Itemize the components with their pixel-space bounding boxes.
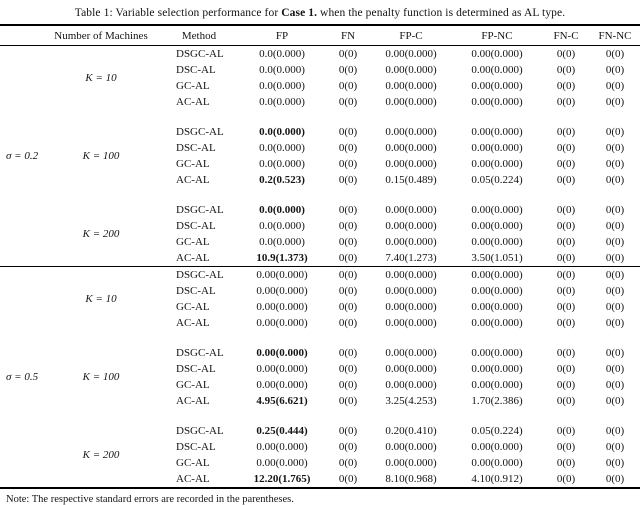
- spacer-cell: [42, 188, 640, 202]
- table-row: [0, 423, 640, 439]
- value-cell: 0.0(0.000): [259, 220, 305, 232]
- value-cell: 0.2(0.523): [259, 174, 305, 186]
- value-cell: 0.00(0.000): [471, 142, 523, 154]
- value-cell: 0(0): [338, 285, 358, 297]
- machines-label: K = 200: [82, 228, 120, 240]
- value-cell: 3.25(4.253): [385, 395, 437, 407]
- value-cell: 10.9(1.373): [256, 252, 308, 264]
- column-header-machines: Number of Machines: [42, 25, 160, 46]
- method-label: DSC-AL: [176, 363, 216, 375]
- value-cell: 0.0(0.000): [259, 48, 305, 60]
- title-text: Table 1: Variable selection performance for: [74, 7, 282, 19]
- spacer-row: [0, 188, 640, 202]
- value-cell: 0.00(0.000): [471, 285, 523, 297]
- value-cell: 4.10(0.912): [471, 473, 523, 485]
- value-cell: 0.00(0.000): [256, 457, 308, 469]
- value-cell: 12.20(1.765): [253, 473, 311, 485]
- value-cell: 0(0): [556, 80, 576, 92]
- value-cell: 0.00(0.000): [471, 301, 523, 313]
- value-cell: 0(0): [556, 220, 576, 232]
- method-label: DSC-AL: [176, 64, 216, 76]
- value-cell: 0.00(0.000): [452, 267, 542, 284]
- value-cell: 0(0): [338, 379, 358, 391]
- value-cell: 0(0): [556, 473, 576, 485]
- value-cell: 0.00(0.000): [385, 457, 437, 469]
- value-cell: 0.00(0.000): [471, 48, 523, 60]
- spacer-cell: [42, 110, 640, 124]
- method-label: GC-AL: [176, 236, 210, 248]
- value-cell: 0.00(0.000): [471, 80, 523, 92]
- value-cell: 0(0): [338, 80, 358, 92]
- value-cell: 0.00(0.000): [385, 301, 437, 313]
- method-label: AC-AL: [176, 395, 210, 407]
- machines-label: K = 200: [82, 449, 120, 461]
- value-cell: 0(0): [556, 64, 576, 76]
- column-header-fn-nc: FN-NC: [590, 25, 640, 46]
- column-header-fp-c: FP-C: [370, 25, 452, 46]
- method-label: AC-AL: [176, 252, 210, 264]
- method-label: DSGC-AL: [176, 204, 224, 216]
- method-label: GC-AL: [176, 379, 210, 391]
- spacer-row: [0, 331, 640, 345]
- value-cell: 0(0): [542, 267, 590, 284]
- machines-label: K = 10: [42, 267, 160, 332]
- sigma-label: σ = 0.5: [0, 267, 42, 489]
- value-cell: 0(0): [556, 347, 576, 359]
- value-cell: 0(0): [605, 236, 625, 248]
- value-cell: 0.00(0.000): [385, 441, 437, 453]
- table-row: [0, 345, 640, 361]
- value-cell: 0(0): [605, 126, 625, 138]
- title-text-suffix: when the penalty function is determined as AL type.: [317, 7, 566, 19]
- value-cell: 0(0): [338, 236, 358, 248]
- machines-label: K = 100: [82, 150, 120, 162]
- value-cell: 0(0): [605, 96, 625, 108]
- value-cell: 0(0): [556, 142, 576, 154]
- value-cell: 0.0(0.000): [259, 158, 305, 170]
- method-label: AC-AL: [176, 317, 210, 329]
- value-cell: 0.00(0.000): [385, 158, 437, 170]
- value-cell: 0.00(0.000): [471, 379, 523, 391]
- column-header-fn: FN: [326, 25, 370, 46]
- results-table: [0, 24, 640, 489]
- value-cell: 0(0): [338, 301, 358, 313]
- value-cell: 0(0): [556, 317, 576, 329]
- value-cell: 0(0): [556, 363, 576, 375]
- value-cell: 0(0): [556, 425, 576, 437]
- title-bold-text: Case 1.: [281, 7, 318, 19]
- value-cell: 0.20(0.410): [385, 425, 437, 437]
- value-cell: 0.00(0.000): [370, 267, 452, 284]
- value-cell: 0.0(0.000): [259, 126, 305, 138]
- value-cell: 0(0): [556, 236, 576, 248]
- value-cell: 0(0): [605, 379, 625, 391]
- value-cell: 0(0): [338, 126, 358, 138]
- machines-label: K = 100: [82, 371, 120, 383]
- method-label: DSGC-AL: [176, 347, 224, 359]
- value-cell: 0(0): [590, 267, 640, 284]
- value-cell: 3.50(1.051): [471, 252, 523, 264]
- value-cell: 0(0): [605, 252, 625, 264]
- method-label: GC-AL: [176, 158, 210, 170]
- value-cell: 0.00(0.000): [471, 220, 523, 232]
- value-cell: 0(0): [338, 158, 358, 170]
- value-cell: 0.00(0.000): [385, 204, 437, 216]
- value-cell: 0(0): [338, 252, 358, 264]
- value-cell: 0(0): [605, 64, 625, 76]
- method-label: DSC-AL: [176, 285, 216, 297]
- value-cell: 0.00(0.000): [385, 347, 437, 359]
- value-cell: 7.40(1.273): [385, 252, 437, 264]
- method-label: DSC-AL: [176, 142, 216, 154]
- value-cell: 0(0): [556, 441, 576, 453]
- value-cell: 0.00(0.000): [256, 347, 308, 359]
- value-cell: 0.0(0.000): [259, 142, 305, 154]
- value-cell: 0.00(0.000): [471, 457, 523, 469]
- value-cell: 0.00(0.000): [471, 64, 523, 76]
- value-cell: 0.00(0.000): [385, 379, 437, 391]
- value-cell: 0.00(0.000): [256, 441, 308, 453]
- method-label: DSGC-AL: [176, 425, 224, 437]
- value-cell: 0(0): [605, 301, 625, 313]
- header-row: [0, 25, 640, 46]
- value-cell: 0.00(0.000): [385, 285, 437, 297]
- value-cell: 0.00(0.000): [471, 204, 523, 216]
- value-cell: 0.00(0.000): [256, 379, 308, 391]
- column-header-method: Method: [160, 25, 238, 46]
- value-cell: 0(0): [338, 473, 358, 485]
- value-cell: 0.00(0.000): [471, 317, 523, 329]
- value-cell: 0(0): [338, 441, 358, 453]
- value-cell: 0(0): [338, 347, 358, 359]
- value-cell: 0(0): [338, 457, 358, 469]
- value-cell: 0(0): [605, 80, 625, 92]
- value-cell: 0.0(0.000): [259, 236, 305, 248]
- value-cell: 0(0): [605, 457, 625, 469]
- table-row: [0, 46, 640, 63]
- method-label: DSGC-AL: [176, 48, 224, 60]
- value-cell: 0.25(0.444): [256, 425, 308, 437]
- value-cell: 0.00(0.000): [256, 363, 308, 375]
- method-label: AC-AL: [176, 96, 210, 108]
- value-cell: 0(0): [605, 48, 625, 60]
- value-cell: 0.00(0.000): [471, 96, 523, 108]
- value-cell: 0(0): [556, 457, 576, 469]
- spacer-cell: [42, 331, 640, 345]
- value-cell: 0.00(0.000): [471, 158, 523, 170]
- value-cell: 0(0): [605, 285, 625, 297]
- value-cell: 0(0): [338, 174, 358, 186]
- value-cell: 0.0(0.000): [259, 80, 305, 92]
- value-cell: 0(0): [556, 379, 576, 391]
- method-label: AC-AL: [176, 473, 210, 485]
- value-cell: 0.00(0.000): [385, 220, 437, 232]
- table-row: [0, 202, 640, 218]
- spacer-row: [0, 409, 640, 423]
- value-cell: 0(0): [338, 142, 358, 154]
- spacer-cell: [42, 409, 640, 423]
- value-cell: 0(0): [338, 64, 358, 76]
- value-cell: 0.00(0.000): [385, 48, 437, 60]
- value-cell: 0.00(0.000): [471, 347, 523, 359]
- method-label: GC-AL: [176, 301, 210, 313]
- value-cell: 0.00(0.000): [385, 96, 437, 108]
- value-cell: 0(0): [338, 204, 358, 216]
- value-cell: 0(0): [605, 204, 625, 216]
- method-label: DSC-AL: [176, 220, 216, 232]
- value-cell: 0.00(0.000): [256, 317, 308, 329]
- value-cell: 0(0): [605, 425, 625, 437]
- machines-label: K = 10: [85, 72, 117, 84]
- value-cell: 0.00(0.000): [385, 363, 437, 375]
- value-cell: 0(0): [556, 204, 576, 216]
- value-cell: 8.10(0.968): [385, 473, 437, 485]
- value-cell: 0.00(0.000): [385, 236, 437, 248]
- value-cell: 0(0): [338, 425, 358, 437]
- value-cell: 0.00(0.000): [385, 142, 437, 154]
- value-cell: 0(0): [556, 395, 576, 407]
- value-cell: 0(0): [338, 48, 358, 60]
- value-cell: 0(0): [556, 301, 576, 313]
- value-cell: 0.00(0.000): [385, 64, 437, 76]
- value-cell: 0.00(0.000): [256, 301, 308, 313]
- value-cell: 0.0(0.000): [259, 204, 305, 216]
- value-cell: 0.15(0.489): [385, 174, 437, 186]
- table-body: [0, 46, 640, 489]
- value-cell: 0(0): [556, 174, 576, 186]
- value-cell: 0.00(0.000): [385, 126, 437, 138]
- value-cell: 0.00(0.000): [238, 267, 326, 284]
- value-cell: 0(0): [605, 317, 625, 329]
- value-cell: 0(0): [556, 285, 576, 297]
- table-title: [0, 0, 640, 24]
- value-cell: 0.0(0.000): [259, 96, 305, 108]
- value-cell: 0(0): [556, 158, 576, 170]
- method-label: DSGC-AL: [176, 126, 224, 138]
- sigma-column-header: [0, 25, 42, 46]
- value-cell: 0(0): [556, 48, 576, 60]
- value-cell: 0(0): [605, 395, 625, 407]
- method-label: DSGC-AL: [160, 267, 238, 284]
- value-cell: 4.95(6.621): [256, 395, 308, 407]
- column-header-fn-c: FN-C: [542, 25, 590, 46]
- value-cell: 0.00(0.000): [471, 441, 523, 453]
- value-cell: 0(0): [605, 220, 625, 232]
- column-header-fp-nc: FP-NC: [452, 25, 542, 46]
- value-cell: 0.05(0.224): [471, 425, 523, 437]
- value-cell: 0(0): [338, 317, 358, 329]
- value-cell: 0(0): [326, 267, 370, 284]
- value-cell: 0.00(0.000): [385, 317, 437, 329]
- value-cell: 0(0): [338, 395, 358, 407]
- method-label: AC-AL: [176, 174, 210, 186]
- value-cell: 0(0): [605, 142, 625, 154]
- value-cell: 0(0): [605, 441, 625, 453]
- method-label: GC-AL: [176, 457, 210, 469]
- value-cell: 0(0): [338, 96, 358, 108]
- value-cell: 1.70(2.386): [471, 395, 523, 407]
- value-cell: 0(0): [605, 158, 625, 170]
- table-footnote: Note: The respective standard errors are recorded in the parentheses.: [6, 494, 294, 505]
- value-cell: 0(0): [556, 126, 576, 138]
- method-label: DSC-AL: [176, 441, 216, 453]
- value-cell: 0.00(0.000): [385, 80, 437, 92]
- column-header-fp: FP: [238, 25, 326, 46]
- value-cell: 0(0): [605, 473, 625, 485]
- value-cell: 0.05(0.224): [471, 174, 523, 186]
- value-cell: 0.00(0.000): [256, 285, 308, 297]
- value-cell: 0(0): [556, 252, 576, 264]
- sigma-label: σ = 0.2: [6, 150, 39, 162]
- value-cell: 0.0(0.000): [259, 64, 305, 76]
- value-cell: 0(0): [338, 363, 358, 375]
- value-cell: 0(0): [556, 96, 576, 108]
- value-cell: 0.00(0.000): [471, 363, 523, 375]
- method-label: GC-AL: [176, 80, 210, 92]
- value-cell: 0(0): [605, 174, 625, 186]
- spacer-row: [0, 110, 640, 124]
- table-row: [0, 124, 640, 140]
- value-cell: 0.00(0.000): [471, 236, 523, 248]
- table-row: [0, 267, 640, 284]
- value-cell: 0.00(0.000): [471, 126, 523, 138]
- value-cell: 0(0): [605, 363, 625, 375]
- value-cell: 0(0): [338, 220, 358, 232]
- value-cell: 0(0): [605, 347, 625, 359]
